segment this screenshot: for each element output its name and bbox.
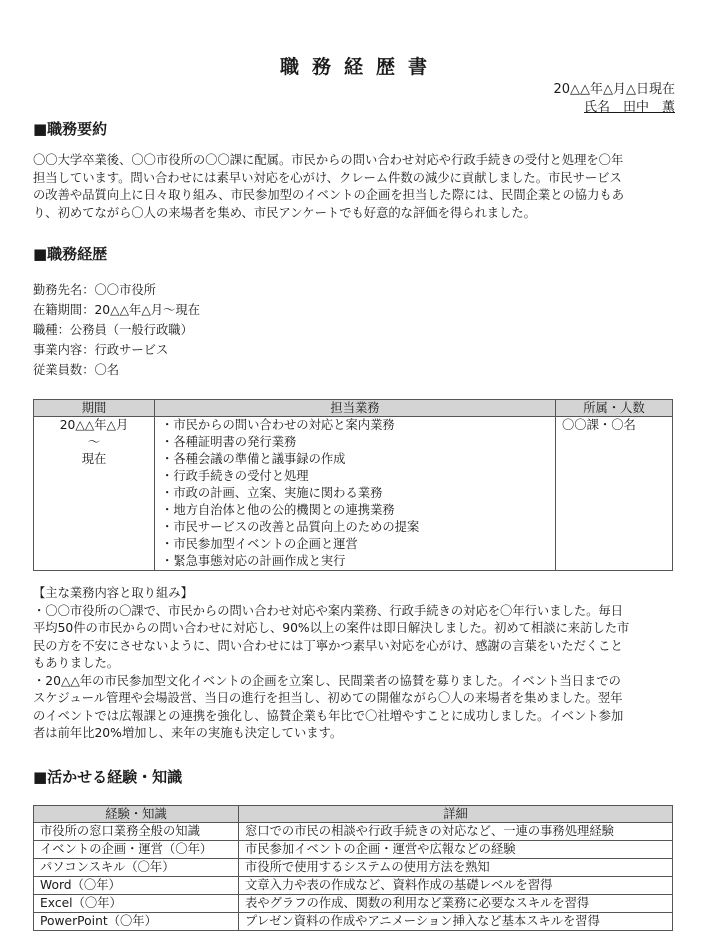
col-affiliation: 所属・人数	[556, 400, 673, 417]
col-skill: 経験・知識	[34, 806, 239, 823]
details-line: 平均50件の市民からの問い合わせに対応し、90%以上の案件は即日解決しました。初めて相談に来訪した市	[33, 621, 630, 635]
duty-item: ・ 各種証明書の発行業務	[161, 434, 549, 451]
job-type: 職種：公務員（一般行政職）	[33, 323, 193, 337]
skill-detail: 窓口での市民の相談や行政手続きの対応など、一連の事務処理経験	[239, 823, 673, 841]
career-table	[33, 399, 673, 571]
employer-name: 勤務先名：〇〇市役所	[33, 283, 156, 297]
table-row	[34, 841, 673, 859]
skill-detail: 表やグラフの作成、関数の利用など業務に必要なスキルを習得	[239, 895, 673, 913]
table-row	[34, 895, 673, 913]
employee-count: 従業員数：〇名	[33, 363, 120, 377]
skills-heading: ■活かせる経験・知識	[33, 768, 183, 786]
details-line: スケジュール管理や会場設営、当日の進行を担当し、初めての開催ながら〇人の来場者を集めました。翌年	[33, 691, 623, 705]
col-period: 期間	[34, 400, 155, 417]
duty-item: ・ 市民サービスの改善と品質向上のための提案	[161, 519, 549, 536]
col-duties: 担当業務	[155, 400, 556, 417]
details-line: のイベントでは広報課との連携を強化し、協賛企業も年比で〇社増やすことに成功しました。イベント参加	[33, 708, 624, 723]
details-line: ・〇〇市役所の〇課で、市民からの問い合わせ対応や案内業務、行政手続きの対応を〇年行いました。毎日	[33, 603, 624, 618]
duties-cell	[155, 417, 556, 571]
affiliation-cell: 〇〇課・〇名	[556, 417, 673, 571]
col-detail: 詳細	[239, 806, 673, 823]
table-row	[34, 877, 673, 895]
duty-item: ・ 地方自治体と他の公的機関との連携業務	[161, 502, 549, 519]
document-title: 職務経歴書	[279, 56, 440, 78]
skill-name: イベントの企画・運営（〇年）	[34, 841, 239, 859]
skill-name: 市役所の窓口業務全般の知識	[34, 823, 239, 841]
duty-item: ・ 緊急事態対応の計画作成と実行	[161, 553, 549, 570]
skill-name: PowerPoint（〇年）	[34, 913, 239, 931]
skill-detail: 市役所で使用するシステムの使用方法を熟知	[239, 859, 673, 877]
period-start: 20△△年△月	[59, 418, 129, 432]
skills-table	[33, 805, 673, 931]
summary-text	[33, 152, 673, 222]
table-row	[34, 913, 673, 931]
duty-item: ・ 市政の計画、立案、実施に関わる業務	[161, 485, 549, 502]
career-heading: ■職務経歴	[33, 245, 108, 263]
details-line: ・20△△年の市民参加型文化イベントの企画を立案し、民間業者の協賛を募りました。イベント当日までの	[33, 673, 621, 688]
summary-line: 〇〇大学卒業後、〇〇市役所の〇〇課に配属。市民からの問い合わせ対応や行政手続きの受付と処理を〇年	[33, 153, 624, 167]
skill-detail: 市民参加イベントの企画・運営や広報などの経験	[239, 841, 673, 859]
summary-line: 担当しています。問い合わせには素早い対応を心がけ、クレーム件数の減少に貢献しました。市民サービス	[33, 170, 622, 185]
employment-period: 在籍期間：20△△年△月〜現在	[33, 303, 200, 317]
details-line: 民の方を不安にさせないように、問い合わせには丁寧かつ素早い対応を心がけ、感謝の言葉をいただくこと	[33, 638, 623, 653]
details-heading: 【主な業務内容と取り組み】	[33, 586, 193, 600]
skill-name: Word（〇年）	[34, 877, 239, 895]
document-date: 20△△年△月△日現在	[553, 82, 675, 97]
summary-line: の改善や品質向上に日々取り組み、市民参加型のイベントの企画を担当した際には、民間企業との協力もあ	[33, 188, 624, 202]
table-row	[34, 859, 673, 877]
details-line: もありました。	[33, 656, 120, 670]
skill-name: Excel（〇年）	[34, 895, 239, 913]
table-row	[34, 823, 673, 841]
duty-item: ・ 行政手続きの受付と処理	[161, 468, 549, 485]
skill-detail: 文章入力や表の作成など、資料作成の基礎レベルを習得	[239, 877, 673, 895]
summary-heading: ■職務要約	[33, 120, 108, 138]
period-cell	[34, 417, 155, 571]
skill-detail: プレゼン資料の作成やアニメーション挿入など基本スキルを習得	[239, 913, 673, 931]
table-row	[34, 417, 673, 571]
duty-item: ・ 各種会議の準備と議事録の作成	[161, 451, 549, 468]
summary-line: り、初めてながら〇人の来場者を集め、市民アンケートでも好意的な評価を得られました。	[33, 205, 536, 220]
details-line: 者は前年比20%増加し、来年の実施も決定しています。	[33, 726, 343, 740]
duty-item: ・ 市民参加型イベントの企画と運営	[161, 536, 549, 553]
duty-item: ・ 市民からの問い合わせの対応と案内業務	[161, 417, 549, 434]
period-end: 現在	[81, 452, 107, 466]
period-separator: 〜	[87, 435, 101, 449]
career-details	[33, 585, 673, 743]
business-content: 事業内容：行政サービス	[33, 343, 169, 357]
employer-info	[33, 280, 200, 380]
skill-name: パソコンスキル（〇年）	[34, 859, 239, 877]
applicant-name: 氏名 田中 薫	[583, 100, 675, 115]
